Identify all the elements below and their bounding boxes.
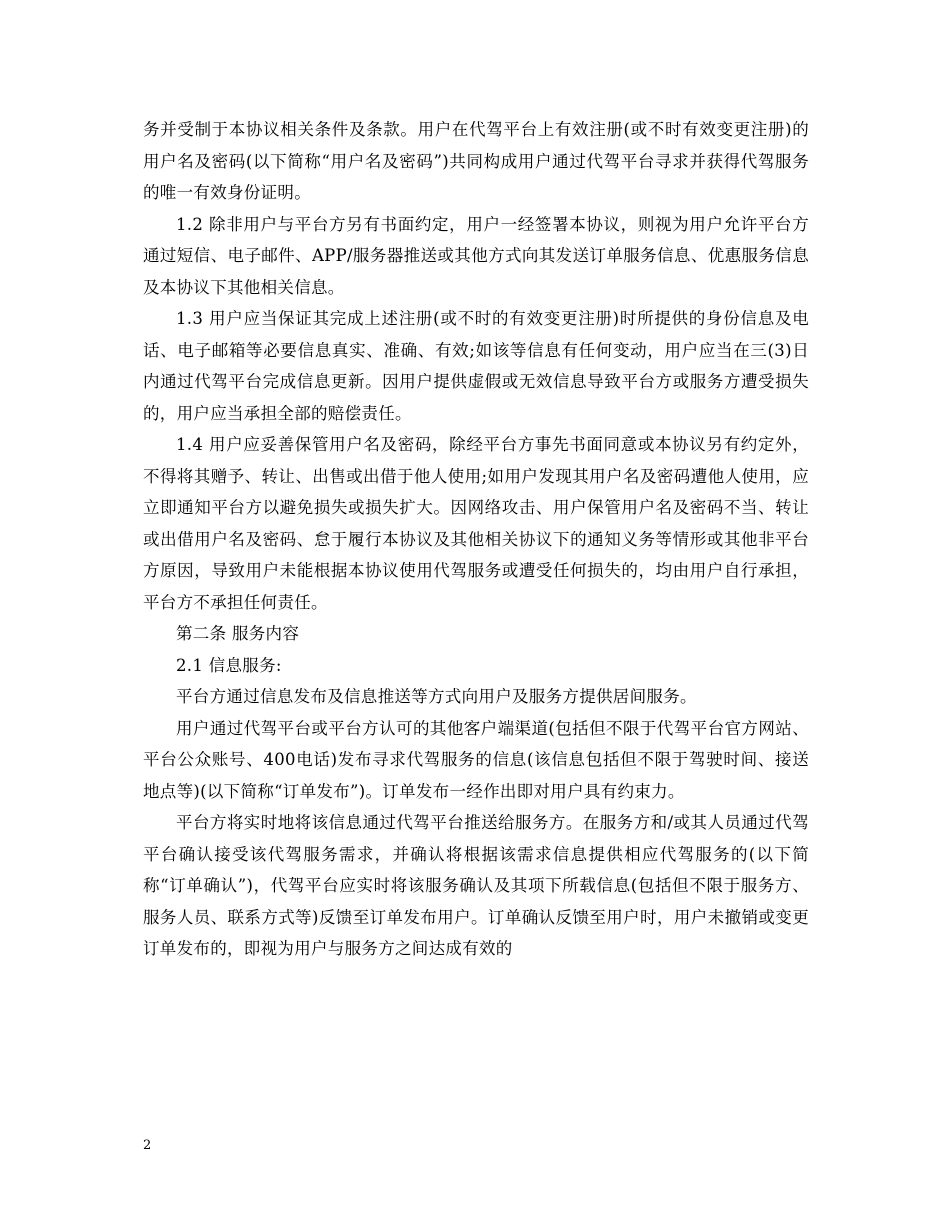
paragraph-1-4: 1.4 用户应妥善保管用户名及密码，除经平台方事先书面同意或本协议另有约定外，不得将其赠予、转让、出售或出借于他人使用;如用户发现其用户名及密码遭他人使用，应立即通知平台方以避免损失或损失扩大。因网络攻击、用户保管用户名及密码不当、转让或出借用户名及密码、怠于履行本协议及其他相关协议下的通知义务等情形或其他非平台方原因，导致用户未能根据本协议使用代驾服务或遭受任何损失的，均由用户自行承担，平台方不承担任何责任。 <box>143 435 809 612</box>
paragraph-1-2: 1.2 除非用户与平台方另有书面约定，用户一经签署本协议，则视为用户允许平台方通过短信、电子邮件、APP/服务器推送或其他方式向其发送订单服务信息、优惠服务信息及本协议下其他相关信息。 <box>143 214 809 297</box>
paragraph-1-3: 1.3 用户应当保证其完成上述注册(或不时的有效变更注册)时所提供的身份信息及电话、电子邮箱等必要信息真实、准确、有效;如该等信息有任何变动，用户应当在三(3)日内通过代驾平台完成信息更新。因用户提供虚假或无效信息导致平台方或服务方遭受损失的，用户应当承担全部的赔偿责任。 <box>143 309 809 423</box>
article-2-heading: 第二条 服务内容 <box>176 624 300 643</box>
page-number: 2 <box>143 1138 152 1153</box>
paragraph-2-1-a: 平台方通过信息发布及信息推送等方式向用户及服务方提供居间服务。 <box>176 687 697 706</box>
document-body <box>143 114 809 965</box>
paragraph-2-1-c: 平台方将实时地将该信息通过代驾平台推送给服务方。在服务方和/或其人员通过代驾平台确认接受该代驾服务需求，并确认将根据该需求信息提供相应代驾服务的(以下简称“订单确认”)，代驾平台应实时将该服务确认及其项下所载信息(包括但不限于服务方、服务人员、联系方式等)反馈至订单发布用户。订单确认反馈至用户时，用户未撤销或变更订单发布的，即视为用户与服务方之间达成有效的 <box>143 813 809 958</box>
paragraph-2-1-b: 用户通过代驾平台或平台方认可的其他客户端渠道(包括但不限于代驾平台官方网站、平台公众账号、400电话)发布寻求代驾服务的信息(该信息包括但不限于驾驶时间、接送地点等)(以下简称“订单发布”)。订单发布一经作出即对用户具有约束力。 <box>143 718 809 801</box>
paragraph-1: 务并受制于本协议相关条件及条款。用户在代驾平台上有效注册(或不时有效变更注册)的用户名及密码(以下简称“用户名及密码”)共同构成用户通过代驾平台寻求并获得代驾服务的唯一有效身份证明。 <box>143 120 809 202</box>
section-2-1-heading: 2.1 信息服务: <box>176 655 282 675</box>
